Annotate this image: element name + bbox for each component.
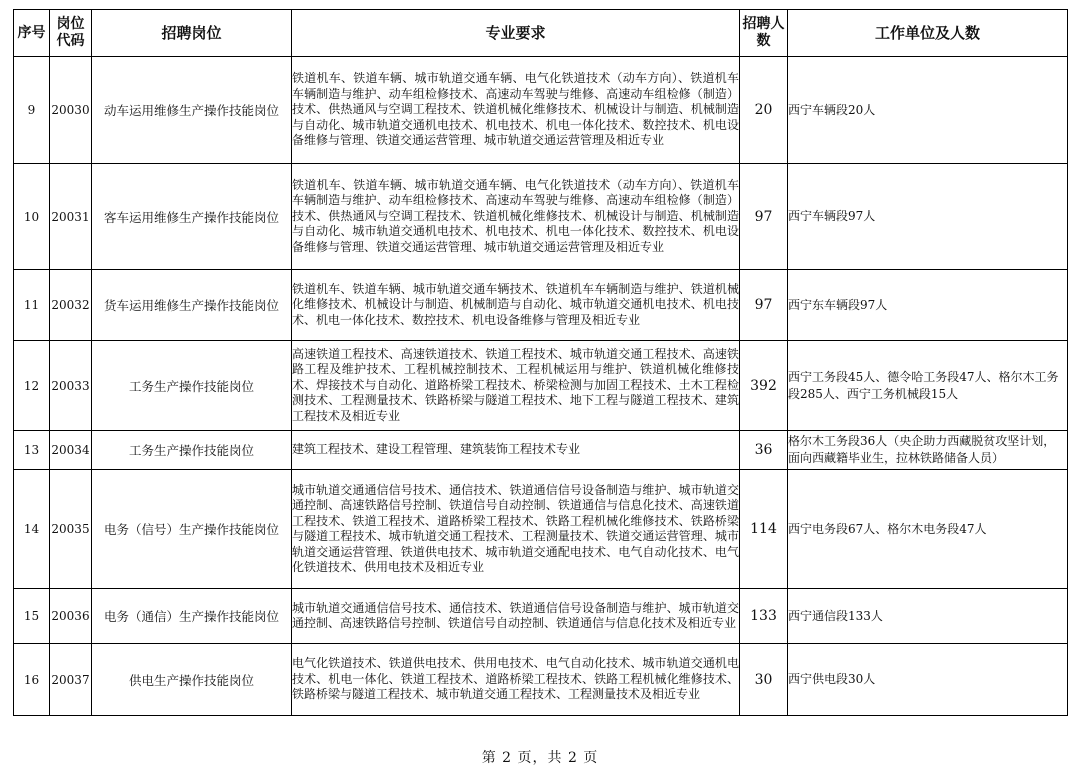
row-units: 西宁东车辆段97人 [788, 270, 1068, 341]
row-no: 13 [14, 431, 50, 470]
row-requirements: 铁道机车、铁道车辆、城市轨道交通车辆、电气化铁道技术（动车方向）、铁道机车车辆制造与维护、动车组检修技术、高速动车驾驶与维修、高速动车组检修（制造）技术、供热通风与空调工程技术、铁道机械化维修技术、机械设计与制造、机械制造与自动化、城市轨道交通机电技术、机电技术、机电一体化技术、数控技术、机电设备维修与管理、铁道交通运营管理、城市轨道交通运营管理及相近专业 [292, 164, 740, 270]
row-position: 客车运用维修生产操作技能岗位 [92, 164, 292, 270]
row-no: 11 [14, 270, 50, 341]
row-requirements: 高速铁道工程技术、高速铁道技术、铁道工程技术、城市轨道交通工程技术、高速铁路工程及维护技术、工程机械控制技术、工程机械运用与维护、铁道机械化维修技术、焊接技术与自动化、道路桥梁工程技术、桥梁检测与加固工程技术、土木工程检测技术、工程测量技术、铁路桥梁与隧道工程技术、地下工程与隧道工程技术、建筑工程技术及相近专业 [292, 341, 740, 431]
row-count: 392 [740, 341, 788, 431]
row-code: 20035 [50, 470, 92, 589]
header-requirements: 专业要求 [292, 10, 740, 57]
row-requirements: 铁道机车、铁道车辆、城市轨道交通车辆、电气化铁道技术（动车方向）、铁道机车车辆制造与维护、动车组检修技术、高速动车驾驶与维修、高速动车组检修（制造）技术、供热通风与空调工程技术、铁道机械化维修技术、机械设计与制造、机械制造与自动化、城市轨道交通机电技术、机电技术、机电一体化技术、数控技术、机电设备维修与管理、铁道交通运营管理、城市轨道交通运营管理及相近专业 [292, 57, 740, 164]
row-requirements: 铁道机车、铁道车辆、城市轨道交通车辆技术、铁道机车车辆制造与维护、铁道机械化维修技术、机械设计与制造、机械制造与自动化、城市轨道交通机电技术、机电技术、机电一体化技术、数控技术、机电设备维修与管理及相近专业 [292, 270, 740, 341]
row-units: 西宁车辆段20人 [788, 57, 1068, 164]
row-count: 133 [740, 589, 788, 644]
row-position: 电务（通信）生产操作技能岗位 [92, 589, 292, 644]
row-units: 西宁通信段133人 [788, 589, 1068, 644]
row-no: 9 [14, 57, 50, 164]
recruitment-table [13, 9, 1068, 716]
header-code: 岗位代码 [50, 10, 92, 57]
row-no: 16 [14, 644, 50, 716]
table-row [14, 57, 1068, 164]
header-units: 工作单位及人数 [788, 10, 1068, 57]
row-position: 工务生产操作技能岗位 [92, 431, 292, 470]
row-code: 20037 [50, 644, 92, 716]
table-row [14, 431, 1068, 470]
row-count: 36 [740, 431, 788, 470]
table-row [14, 164, 1068, 270]
row-position: 动车运用维修生产操作技能岗位 [92, 57, 292, 164]
row-requirements: 城市轨道交通通信信号技术、通信技术、铁道通信信号设备制造与维护、城市轨道交通控制、高速铁路信号控制、铁道信号自动控制、铁道通信与信息化技术、高速铁道工程技术、铁道工程技术、道路桥梁工程技术、铁路工程机械化维修技术、铁路桥梁与隧道工程技术、城市轨道交通工程技术、工程测量技术、铁道交通运营管理、城市轨道交通运营管理、铁道供电技术、城市轨道交通配电技术、电气自动化技术、电气化铁道技术、供用电技术及相近专业 [292, 470, 740, 589]
table-row [14, 341, 1068, 431]
row-no: 12 [14, 341, 50, 431]
row-count: 114 [740, 470, 788, 589]
row-count: 97 [740, 270, 788, 341]
row-no: 14 [14, 470, 50, 589]
row-units: 西宁车辆段97人 [788, 164, 1068, 270]
row-units: 西宁工务段45人、德令哈工务段47人、格尔木工务段285人、西宁工务机械段15人 [788, 341, 1068, 431]
row-no: 10 [14, 164, 50, 270]
header-position: 招聘岗位 [92, 10, 292, 57]
row-units: 西宁电务段67人、格尔木电务段47人 [788, 470, 1068, 589]
row-count: 20 [740, 57, 788, 164]
row-requirements: 建筑工程技术、建设工程管理、建筑装饰工程技术专业 [292, 431, 740, 470]
row-no: 15 [14, 589, 50, 644]
row-count: 30 [740, 644, 788, 716]
row-units: 西宁供电段30人 [788, 644, 1068, 716]
table-row [14, 644, 1068, 716]
header-count: 招聘人数 [740, 10, 788, 57]
row-code: 20033 [50, 341, 92, 431]
row-code: 20036 [50, 589, 92, 644]
row-requirements: 城市轨道交通通信信号技术、通信技术、铁道通信信号设备制造与维护、城市轨道交通控制、高速铁路信号控制、铁道信号自动控制、铁道通信与信息化技术及相近专业 [292, 589, 740, 644]
row-position: 货车运用维修生产操作技能岗位 [92, 270, 292, 341]
table-row [14, 470, 1068, 589]
row-units: 格尔木工务段36人（央企助力西藏脱贫攻坚计划，面向西藏籍毕业生，拉林铁路储备人员） [788, 431, 1068, 470]
row-code: 20032 [50, 270, 92, 341]
header-no: 序号 [14, 10, 50, 57]
row-position: 供电生产操作技能岗位 [92, 644, 292, 716]
table-row [14, 270, 1068, 341]
table-row [14, 589, 1068, 644]
row-code: 20034 [50, 431, 92, 470]
row-code: 20030 [50, 57, 92, 164]
row-position: 电务（信号）生产操作技能岗位 [92, 470, 292, 589]
row-position: 工务生产操作技能岗位 [92, 341, 292, 431]
row-requirements: 电气化铁道技术、铁道供电技术、供用电技术、电气自动化技术、城市轨道交通机电技术、机电一体化、铁道工程技术、道路桥梁工程技术、铁路工程机械化维修技术、铁路桥梁与隧道工程技术、城市轨道交通工程技术、工程测量技术及相近专业 [292, 644, 740, 716]
row-count: 97 [740, 164, 788, 270]
row-code: 20031 [50, 164, 92, 270]
table-header-row [14, 10, 1068, 57]
page-number-footer: 第 2 页，共 2 页 [481, 750, 599, 766]
